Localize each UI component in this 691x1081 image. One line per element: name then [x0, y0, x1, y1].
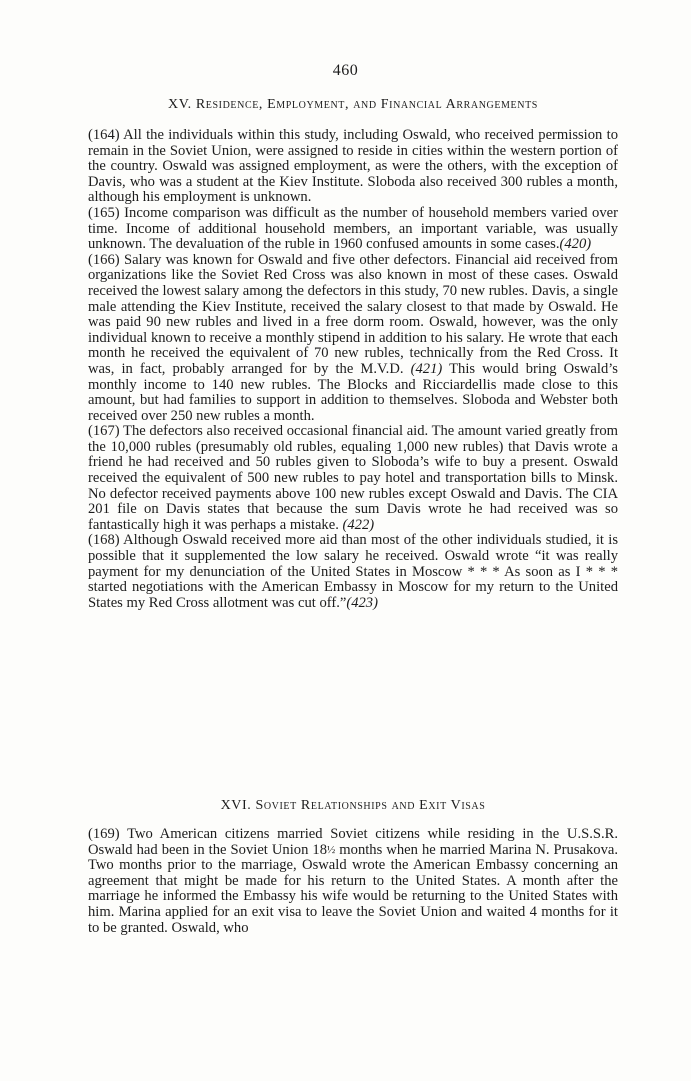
section-xvi-body [88, 827, 618, 936]
footnote-reference: (422) [342, 516, 375, 533]
footnote-reference: (420) [559, 236, 592, 253]
paragraph-text-continued: This would bring Oswald’s monthly income to 140 new rubles. The Blocks and Ricciardellis made close to this amount, but had families to support in addition to themselves. Sloboda and Webster both received over 250 new rubles a month. [88, 360, 618, 424]
paragraph-text: Two American citizens married Soviet citizens while residing in the U.S.S.R. Oswald had been in the Soviet Union 18 [88, 826, 618, 858]
paragraph-text: The defectors also received occasional financial aid. The amount varied greatly from the 10,000 rubles (presumably old rubles, equaling 1,000 new rubles) that Davis wrote a friend he had received and 50 rubles given to Sloboda’s wife to buy a present. Oswald received the equivalent of 500 new rubles to pay hotel and transportation bills to Minsk. No defector received payments above 100 new rubles except Oswald and Davis. The CIA 201 file on Davis states that because the sum Davis wrote he had received was so fantastically high it was perhaps a mistake. [88, 423, 619, 533]
paragraph-164 [88, 128, 618, 206]
page-number: 460 [332, 62, 359, 79]
paragraph-167 [88, 424, 618, 533]
paragraph-number: (165) [88, 204, 120, 221]
paragraph-165 [88, 206, 618, 253]
section-xv-body [88, 128, 618, 611]
paragraph-text-continued: months when he married Marina N. Prusakova. Two months prior to the marriage, Oswald wrote the American Embassy concerning an agreement that might be made for his return to the United States. A month after the marriage he informed the Embassy his wife would be returning to the United States with him. Marina applied for an exit visa to leave the Soviet Union and waited 4 months for it to be granted. Oswald, who [88, 841, 619, 936]
paragraph-number: (166) [88, 251, 120, 268]
paragraph-number: (167) [88, 423, 120, 440]
paragraph-text: Salary was known for Oswald and five other defectors. Financial aid received from organizations like the Soviet Red Cross was also known in most of these cases. Oswald received the lowest salary among the defectors in this study, 70 new rubles. Davis, a single male attending the Kiev Institute, received the salary closest to that made by Oswald. He was paid 90 new rubles and lived in a free dorm room. Oswald, however, was the only individual known to receive a monthly stipend in addition to his salary. He wrote that each month he received the equivalent of 70 new rubles, technically from the Red Cross. It was, in fact, probably arranged for by the M.V.D. [88, 251, 618, 377]
footnote-reference: (423) [346, 594, 378, 611]
paragraph-text: Although Oswald received more aid than most of the other individuals studied, it is possible that it supplemented the low salary he received. Oswald wrote “it was really payment for my denunciation of the United States in Moscow * * * As soon as I * * * started negotiations with the American Embassy in Moscow for my return to the United States my Red Cross allotment was cut off.” [88, 532, 618, 611]
paragraph-text: All the individuals within this study, including Oswald, who received permission to remain in the Soviet Union, were assigned to reside in cities within the western portion of the country. Oswald was assigned employment, as were the others, with the exception of Davis, who was a student at the Kiev Institute. Sloboda also received 300 rubles a month, although his employment is unknown. [88, 127, 618, 206]
section-heading-xv: XV. Residence, Employment, and Financial Arrangements [168, 97, 538, 112]
paragraph-number: (169) [88, 826, 120, 842]
paragraph-166 [88, 253, 618, 425]
fraction-half: ½ [327, 843, 336, 856]
paragraph-number: (164) [88, 127, 120, 143]
section-heading-xvi: XVI. Soviet Relationships and Exit Visas [220, 798, 486, 813]
paragraph-168 [88, 533, 618, 611]
paragraph-number: (168) [88, 532, 120, 549]
footnote-reference: (421) [410, 360, 443, 377]
paragraph-169 [88, 827, 618, 936]
paragraph-text: Income comparison was difficult as the number of household members varied over time. Income of additional household members, an important variable, was usually unknown. The devaluation of the ruble in 1960 confused amounts in some cases. [88, 204, 618, 253]
